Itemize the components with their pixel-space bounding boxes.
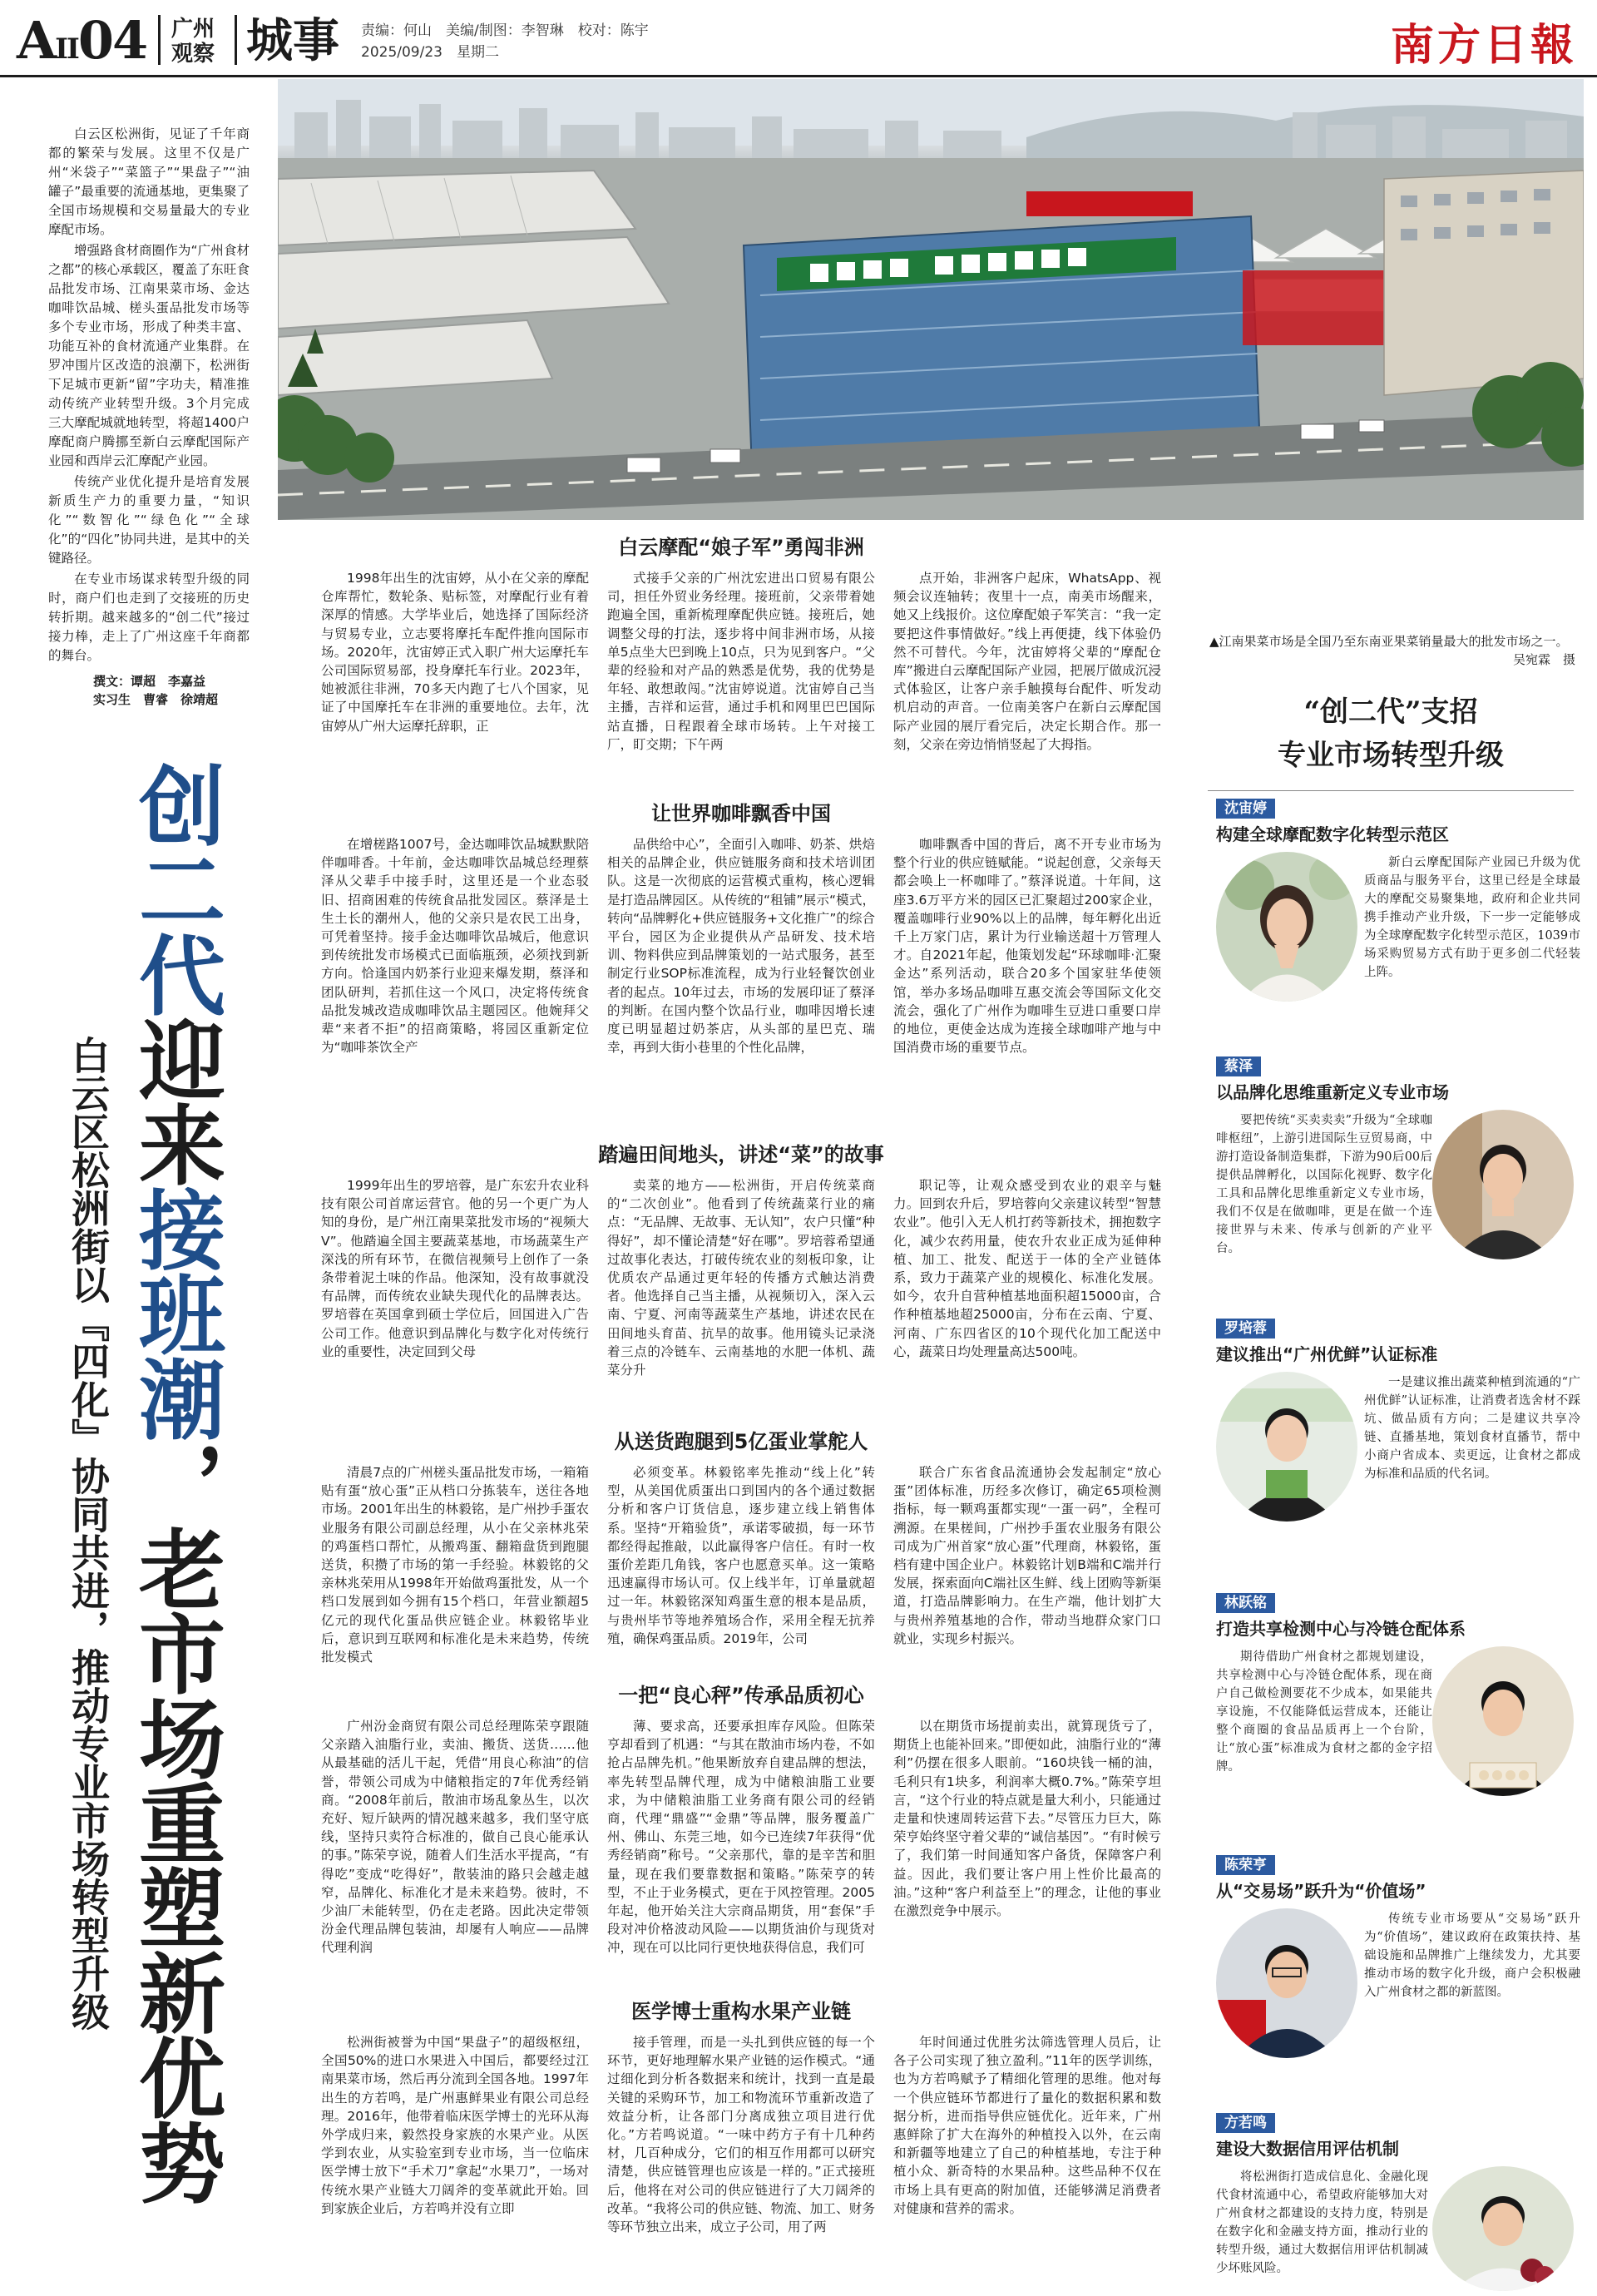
profile-quote: 传统专业市场要从“交易场”跃升为“价值场”，建议政府在政策扶持、基础设施和品牌推广上继续发力，尤其要推动市场的数字化升级，商户会积极融入广州食材之都的新蓝图。 <box>1364 1913 1580 1999</box>
article-column: 卖菜的地方——松洲街，开启传统菜商的“二次创业”。他看到了传统蔬菜行业的痛点：“无品牌、无故事、无认知”，农户只懂“种得好”，却不懂论清楚“好在哪”。罗培蓉希望通过故事化表达，打破传统农业的刻板印象，让优质农产品通过更年轻的传播方式触达消费者。他选择自己当主播，从视频切入，深入云南、宁夏、河南等蔬菜生产基地，讲述农民在田间地头育苗、抗旱的故事。他用镜头记录浇着三点的冷链车、云南基地的水肥一体机、蔬菜分升 <box>607 1178 875 1378</box>
intro-paragraph: 增强路食材商圈作为“广州食材之都”的核心承载区，覆盖了东旺食品批发市场、江南果菜市场、金达咖啡饮品城、槎头蛋品批发市场等多个专业市场，形成了种类丰富、功能互补的食材流通产业集群。在罗冲围片区改造的浪潮下，松洲街下足城市更新“留”字功夫，精准推动传统产业转型升级。3个月完成三大摩配城就地转型，将超1400户摩配商户腾挪至新白云摩配国际产业园和西岸云汇摩配产业园。 <box>48 243 250 468</box>
profile-portrait <box>1432 2166 1574 2291</box>
article-column: 咖啡飘香中国的背后，离不开专业市场为整个行业的供应链赋能。“说起创意，父亲每天都会唤上一杯咖啡了。”蔡泽说道。十年间，这座3.6万平方米的园区已汇聚超过200家企业，覆盖咖啡行业90%以上的品牌，每年孵化出近千上万家门店，累计为行业输送超十万管理人才。自2021年起，他策划发起“环球咖啡·汇聚金达”系列活动，联合20多个国家驻华使领馆，举办多场品咖啡互惠交流会等国际文化交流会，强化了广州作为咖啡生豆进口重要口岸的地位，更使金达成为连接全球咖啡产地与中国消费市场的重要节点。 <box>893 837 1161 1056</box>
profile-quote: 一是建议推出蔬菜种植到流通的“广州优鲜”认证标准，让消费者选舍材不踩坑、做品质有方向；二是建议共享冷链、直播基地，策划食材直播节，帮中小商户省成本、卖更远，让食材之都成为标准和品质的代名词。 <box>1364 1376 1580 1481</box>
profile-quote: 将松洲街打造成信息化、金融化现代食材流通中心，希望政府能够加大对广州食材之都建设的支持力度，特别是在数字化和金融支持方面，推动行业的转型升级，通过大数据信用评估机制减少坏账风险。 <box>1216 2170 1428 2275</box>
article-column: 松洲街被誉为中国“果盘子”的超级枢纽，全国50%的进口水果进入中国后，都要经过江南果菜市场，然后再分流到全国各地。1997年出生的方若鸣，是广州惠鲜果业有限公司总经理。2016年，他带着临床医学博士的光环从海外学成归来，毅然投身家族的水果产业。从医学到农业，从实验室到专业市场，当一位临床医学博士放下“手术刀”拿起“水果刀”，一场对传统水果产业链大刀阔斧的变革就此开始。回到家族企业后，方若鸣并没有立即 <box>321 2035 589 2216</box>
article-title: 一把“良心秤”传承品质初心 <box>618 1684 864 1707</box>
article-section <box>321 1427 1161 1666</box>
profile-subtitle: 以品牌化思维重新定义专业市场 <box>1216 1082 1449 1102</box>
article-title: 医学博士重构水果产业链 <box>631 2000 851 2023</box>
profile-name-tag: 沈宙婷 <box>1216 799 1275 819</box>
section-title: 城事 <box>246 13 339 68</box>
profile-name-tag: 蔡泽 <box>1216 1056 1261 1076</box>
article-column: 薄、要求高，还要承担库存风险。但陈荣亨却看到了机遇：“与其在散油市场内卷，不如抢占品牌先机。”他果断放弃自建品牌的想法，率先转型品牌代理，成为中储粮油脂工业要求，为中储粮油脂工业务商有限公司的经销商，代理“鼎盛”“金鼎”等品牌，服务覆盖广州、佛山、东莞三地，如今已连续7年获得“优秀经销商”称号。“父亲那代，靠的是辛苦和胆量，现在我们要靠数据和策略。”陈荣亨的转型，不止于业务模式，更在于风控管理。2005年起，他开始关注大宗商品期货，用“套保”手段对冲价格波动风险——以期货油价与现货对冲，现在可以比同行更快地获得信息，我们可 <box>607 1719 875 1956</box>
header-divider <box>235 15 237 65</box>
profile-quote: 期待借助广州食材之都规划建设，共享检测中心与冷链仓配体系，现在商户自己做检测要花不少成本，如果能共享设施，不仅能降低运营成本，还能让整个商圈的食品品质再上一个台阶，让“放心蛋”标准成为食材之都的金字招牌。 <box>1216 1650 1432 1774</box>
article-title: 从送货跑腿到5亿蛋业掌舵人 <box>614 1430 868 1453</box>
page-header <box>0 0 1597 77</box>
profile-portrait <box>1432 1646 1574 1796</box>
intro-paragraph: 在专业市场谋求转型升级的同时，商户们也走到了交接班的历史转折期。越来越多的“创二代”接过接力棒，走上了广州这座千年商都的舞台。 <box>48 572 250 663</box>
article-column: 清晨7点的广州槎头蛋品批发市场，一箱箱贴有蛋“放心蛋”正从档口分拣装车，送往各地市场。2001年出生的林毅铭，是广州抄手蛋农业服务有限公司副总经理，从小在父亲林兆荣的鸡蛋档口帮忙，从搬鸡蛋、翻箱盘货到跑腿送货，积攒了市场的第一手经验。林毅铭的父亲林兆荣用从1998年开始做鸡蛋批发，从一个档口发展到如今拥有15个档口，年营业额超5亿元的现代化蛋品供应链企业。林毅铭毕业后，意识到互联网和标准化是未来趋势，传统批发模式 <box>321 1465 589 1665</box>
profile-card <box>1216 2113 1574 2292</box>
main-headline: 创二代迎来接班潮，老市场重塑新优势 <box>124 761 226 2204</box>
profile-card <box>1216 1855 1580 2105</box>
profile-quote: 新白云摩配国际产业园已升级为优质商品与服务平台，这里已经是全球最大的摩配交易聚集地，政府和企业共同携手推动产业升级，下一步一定能够成为全球摩配数字化转型示范区，1039市场采购贸易方式有助于更多创二代轻装上阵。 <box>1364 856 1580 979</box>
article-title: 让世界咖啡飘香中国 <box>651 802 831 825</box>
profile-portrait <box>1432 1110 1574 1259</box>
profile-subtitle: 建设大数据信用评估机制 <box>1216 2139 1399 2159</box>
profile-subtitle: 构建全球摩配数字化转型示范区 <box>1216 824 1449 844</box>
profile-subtitle: 打造共享检测中心与冷链仓配体系 <box>1216 1619 1466 1639</box>
article-section <box>321 532 1161 754</box>
market-photo-illustration <box>278 79 1584 520</box>
intro-text <box>48 125 250 667</box>
article-column: 在增槎路1007号，金达咖啡饮品城默默陪伴咖啡香。十年前，金达咖啡饮品城总经理蔡泽从父辈手中接手时，这里还是一个业态驳旧、招商困难的传统食品批发园区。蔡泽是土生土长的潮州人，他的父亲只是农民工出身，可凭着坚持。接手金达咖啡饮品城后，他意识到传统批发市场模式已面临瓶颈，必须找到新方向。恰逢国内奶茶行业迎来爆发期，蔡泽和团队研判，若抓住这一个风口，决定将传统食品批发城改造成咖啡饮品主题园区。他婉拜父辈“来者不拒”的招商策略，将园区重新定位为“咖啡茶饮全产 <box>321 837 589 1056</box>
profile-name-tag: 林跃铭 <box>1216 1593 1275 1613</box>
article-title: 白云摩配“娘子军”勇闯非洲 <box>618 536 864 559</box>
article-column: 以在期货市场提前卖出，就算现货亏了，期货上也能补回来。”即便如此，油脂行业的“薄利”仍摆在很多人眼前。“160块钱一桶的油，毛利只有1块多，利润率大概0.7%。”陈荣亨坦言，“这个行业的特点就是量大利小，只能通过走量和快速周转运营下去。”尽管压力巨大，陈荣亨始终坚守着父辈的“诚信基因”。“有时候亏了，我们第一时间通知客户备货，保障客户利益。因此，我们要让客户用上性价比最高的油。”这种“客户利益至上”的理念，让他的事业在激烈竞争中展示。 <box>893 1719 1161 1919</box>
profile-card <box>1216 799 1580 1048</box>
header-divider <box>158 15 161 65</box>
profile-card <box>1216 1319 1580 1585</box>
article-section <box>321 1140 1161 1379</box>
article-column: 品供给中心”，全面引入咖啡、奶茶、烘焙相关的品牌企业，供应链服务商和技术培训团队。这是一次彻底的运营模式重构，核心逻辑是打造品牌园区。从传统的“租铺”展示“模式，转向“品牌孵化+供应链服务+文化推广”的综合平台，园区为企业提供从产品研发、技术培训、物料供应到品牌策划的一站式服务，甚至制定行业SOP标准流程，成为行业轻餐饮创业者的起点。10年过去，市场的发展印证了蔡泽的判断。在国内整个饮品行业，咖啡因增长速度已明显超过奶茶店，从头部的星巴克、瑞幸，再到大街小巷里的个性化品牌， <box>607 837 875 1056</box>
profile-portrait <box>1216 852 1357 1002</box>
intro-paragraph: 白云区松洲街，见证了千年商都的繁荣与发展。这里不仅是广州“米袋子”“菜篮子”“果盘子”“油罐子”最重要的流通基地，更集聚了全国市场规模和交易量最大的专业摩配市场。 <box>48 126 250 237</box>
article-title: 踏遍田间地头，讲述“菜”的故事 <box>598 1143 884 1166</box>
profile-card <box>1216 1593 1574 1843</box>
article-column: 必须变革。林毅铭率先推动“线上化”转型，从美国优质蛋出口到国内的各个通过数据分析和客户订货信息，逐步建立线上销售体系。坚持“开箱验货”，承诺零破损，每一环节都经得起推敲，以此赢得客户信任。有时一枚蛋价差距几角钱，客户也愿意买单。这一策略迅速赢得市场认可。仅上线半年，订单量就超过一年。林毅铭深知鸡蛋生意的根本是品质，与贵州毕节等地养殖场合作，采用全程无抗养殖，确保鸡蛋品质。2019年，公司 <box>607 1465 875 1646</box>
sidebar-title: “创二代”支招 专业市场转型升级 <box>1278 695 1504 772</box>
section-label: 广州 观察 <box>171 17 215 67</box>
article-column: 1999年出生的罗培蓉，是广东宏升农业科技有限公司首席运营官。他的另一个更广为人知的身份，是广州江南果菜批发市场的“视频大V”。他踏遍全国主要蔬菜基地，市场蔬菜生产深浅的所有环节，在微信视频号上创作了一条条带着泥土味的作品。他深知，没有故事就没有品牌，而传统农业缺失现代化的品牌表达。罗培蓉在英国拿到硕士学位后，回国进入广告公司工作。他意识到品牌化与数字化对传统行业的重要性，决定回到父母 <box>321 1178 589 1359</box>
sub-headline: 白云区松洲街以『四化』协同共进，推动专业市场转型升级 <box>66 1036 111 2031</box>
profile-card <box>1216 1056 1574 1306</box>
market-aerial-photo <box>278 79 1584 520</box>
article-column: 广州汾金商贸有限公司总经理陈荣亨跟随父亲踏入油脂行业，卖油、搬货、送货……他从最基础的活儿干起，凭借“用良心称油”的信誉，带领公司成为中储粮指定的7年优秀经销商。“2008年前后，散油市场乱象丛生，以次充好、短斤缺两的情况越来越多，我们坚守底线，坚持只卖符合标准的，做自己良心能承认的事。”陈荣亨说，随着人们生活水平提高，“有得吃”变成“吃得好”，散装油的路只会越走越窄，品牌化、标准化才是未来趋势。彼时，不少油厂未能转型，仍在走老路。因此决定带领汾金代理品牌包装油，却屡有人响应——品牌代理利润 <box>321 1719 589 1956</box>
profile-portrait <box>1216 1908 1357 2058</box>
article-column: 1998年出生的沈宙婷，从小在父亲的摩配仓库帮忙，数轮条、贴标签，对摩配行业有着深厚的情感。大学毕业后，她选择了国际经济与贸易专业，立志要将摩托车配件推向国际市场。2020年，沈宙婷正式入职广州大运摩托车公司国际贸易部，投身摩托车行业。2023年，她被派往非洲，70多天内跑了七八个国家，见证了中国摩托车在非洲的重要地位。去年，沈宙婷从广州大运摩托辞职，正 <box>321 571 589 734</box>
sidebar-divider <box>1208 790 1574 791</box>
newspaper-masthead: 南方日報 <box>1390 20 1577 71</box>
editor-credits: 责编：何山 美编/制图：李智琳 校对：陈宇 2025/09/23 星期二 <box>361 22 649 61</box>
article-column: 接手管理，而是一头扎到供应链的每一个环节，更好地理解水果产业链的运作模式。“通过细化到分析各数据来和统计，找到一直是最关键的采购环节，加工和物流环节重新改造了效益分析，让各部门分离成独立项目进行优化。”方若鸣说道。“一味中药方子有十几种药材，几百种成分，它们的相互作用都可以研究清楚，供应链管理也应该是一样的。”正式接班后，他将在对公司的供应链进行了大刀阔斧的改革。“我将公司的供应链、物流、加工、财务等环节独立出来，成立子公司，用了两 <box>607 2035 875 2235</box>
article-section <box>321 1997 1161 2236</box>
profile-name-tag: 陈荣亨 <box>1216 1855 1275 1875</box>
page-number: AII04 <box>17 10 147 71</box>
profile-name-tag: 方若鸣 <box>1216 2113 1275 2133</box>
article-column: 职记等，让观众感受到农业的艰辛与魅力。回到农升后，罗培蓉向父亲建议转型“智慧农业”。他引入无人机打药等新技术，拥抱数字化，减少农药用量，使农升农业正成为延伸种植、加工、批发、配送于一体的全产业链体系，致力于蔬菜产业的规模化、标准化发展。如今，农升自营种植基地面积超15000亩，合作种植基地超25000亩，分布在云南、宁夏、河南、广东四省区的10个现代化加工配送中心，蔬菜日均处理量高达500吨。 <box>893 1178 1161 1359</box>
article-column: 点开始，非洲客户起床，WhatsApp、视频会议连轴转；夜里十一点，南美市场醒来，她又上线报价。这位摩配娘子军笑言：“我一定要把这件事情做好。”线上再便捷，线下体验仍然不可替代。今年，沈宙婷将父辈的“摩配仓库”搬进白云摩配国际产业园，把展厅做成沉浸式体验区，让客户亲手触摸每台配件、听发动机启动的声音。一位南美客户在新白云摩配国际产业园的展厅看完后，决定长期合作。那一刻，父亲在旁边悄悄竖起了大拇指。 <box>893 571 1161 752</box>
article-section <box>321 1680 1161 1957</box>
profile-subtitle: 从“交易场”跃升为“价值场” <box>1216 1881 1426 1901</box>
profile-quote: 要把传统“买卖卖卖”升级为“全球咖啡枢纽”，上游引进国际生豆贸易商，中游打造设备制造集群，下游为90后00后提供品牌孵化，以国际化视野、数字化工具和品牌化思维重新定义专业市场，我们不仅是在做咖啡，更是在做一个连接世界与未来、传承与创新的产业平台。 <box>1216 1114 1432 1255</box>
profile-portrait <box>1216 1372 1357 1522</box>
article-section <box>321 799 1161 1056</box>
headline <box>65 761 258 2209</box>
photo-caption: ▲江南果菜市场是全国乃至东南亚果菜销量最大的批发市场之一。 吴宛霖 摄 <box>1209 634 1575 667</box>
byline: 撰文：谭超 李嘉益 实习生 曹睿 徐靖超 <box>93 674 219 707</box>
article-column: 年时间通过优胜劣汰筛选管理人员后，让各子公司实现了独立盈利。”11年的医学训练，也为方若鸣赋予了精细化管理的思维。他对每一个供应链环节都进行了量化的数据积累和数据分析，进而指导供应链优化。近年来，广州惠鲜除了扩大在海外的种植投入以外，在云南和新疆等地建立了自己的种植基地，专注于种植小众、新奇特的水果品种。这些品种不仅在市场上具有更高的附加值，还能够满足消费者对健康和营养的需求。 <box>893 2035 1161 2216</box>
profile-subtitle: 建议推出“广州优鲜”认证标准 <box>1216 1344 1438 1364</box>
header-rule <box>0 75 1597 77</box>
intro-paragraph: 传统产业优化提升是培育发展新质生产力的重要力量，“知识化”“数智化”“绿色化”“全球化”的“四化”协同共进，是其中的关键路径。 <box>48 474 250 566</box>
article-column: 式接手父亲的广州沈宏进出口贸易有限公司，担任外贸业务经理。接班前，父亲带着她跑遍全国，重新梳理摩配供应链。接班后，她调整父母的打法，逐步将中间非洲市场，从接单5点坐大巴到晚上10点，只为见到客户。“父辈的经验和对产品的熟悉是优势，我的优势是年轻、敢想敢闯。”沈宙婷说道。沈宙婷自己当主播，吉祥和运营，通过手机和网里巴巴国际站直播，日程跟着全球市场转。上午对接工厂，盯交期；下午两 <box>607 571 875 752</box>
article-column: 联合广东省食品流通协会发起制定“放心蛋”团体标准，历经多次修订，确定65项检测指标，每一颗鸡蛋都实现“一蛋一码”，全程可溯源。在果槎间，广州抄手蛋农业服务有限公司成为广州首家“放心蛋”代理商，林毅铭，蛋档有建中国企业户。林毅铭计划B端和C端并行发展，探索面向C端社区生鲜、线上团购等新渠道，打造品牌影响力。在生产端，他计划扩大与贵州养殖基地的合作，带动当地群众家门口就业，实现乡村振兴。 <box>893 1465 1161 1646</box>
profile-name-tag: 罗培蓉 <box>1216 1319 1275 1339</box>
